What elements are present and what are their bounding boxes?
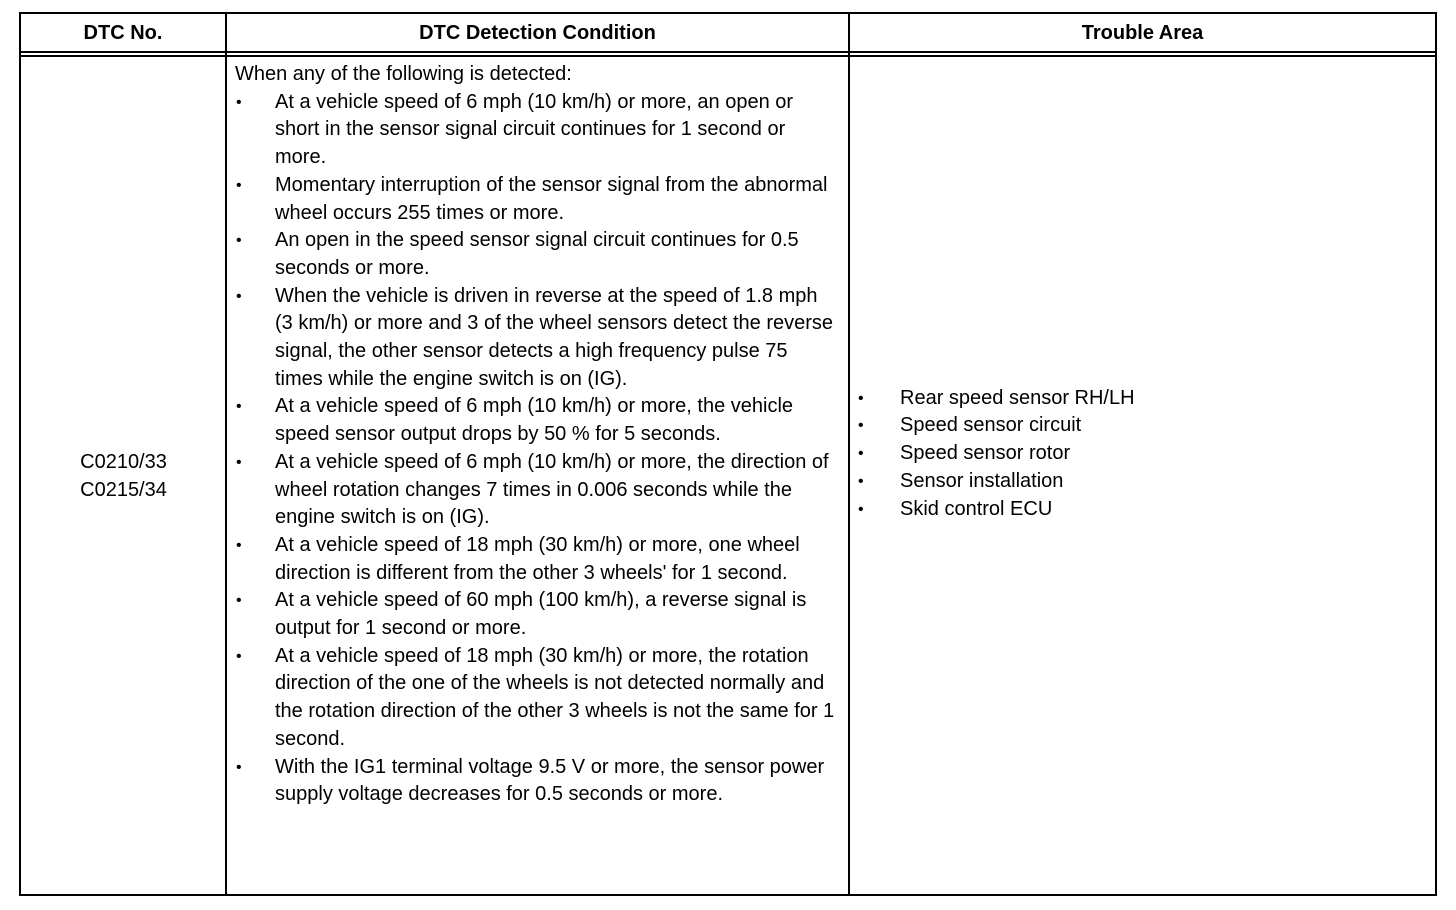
header-dtc-no: DTC No. — [83, 21, 163, 44]
dtc-table — [19, 12, 1437, 896]
bullet-icon: • — [858, 445, 864, 463]
bullet-icon: • — [858, 389, 864, 407]
trouble-area-text: Rear speed sensor RH/LH — [900, 386, 1135, 409]
bullet-icon: • — [236, 93, 242, 111]
trouble-area-item — [857, 468, 1135, 496]
condition-intro: When any of the following is detected: — [235, 63, 572, 85]
header-trouble-area: Trouble Area — [1081, 21, 1204, 44]
column-divider — [848, 14, 850, 894]
condition-item — [235, 393, 835, 448]
bullet-icon: • — [236, 647, 242, 665]
dtc-code: C0210/33 — [80, 451, 167, 473]
condition-text: At a vehicle speed of 6 mph (10 km/h) or more, an open or short in the sensor signal circuit continues for 1 second or more. — [275, 90, 794, 169]
condition-text: When the vehicle is driven in reverse at the speed of 1.8 mph (3 km/h) or more and 3 of the wheel sensors detect the reverse signal, the other sensor detects a high frequency pulse 75 times while the engine switch is on (IG). — [275, 284, 834, 390]
condition-text: At a vehicle speed of 6 mph (10 km/h) or more, the vehicle speed sensor output drops by 50 % for 5 seconds. — [275, 395, 794, 446]
condition-text: At a vehicle speed of 18 mph (30 km/h) or more, one wheel direction is different from the other 3 wheels' for 1 second. — [275, 533, 800, 584]
trouble-area-text: Speed sensor circuit — [900, 414, 1082, 437]
condition-text: At a vehicle speed of 6 mph (10 km/h) or more, the direction of wheel rotation changes 7 times in 0.006 seconds while the engine switch is on (IG). — [275, 450, 829, 529]
bullet-icon: • — [236, 536, 242, 554]
trouble-area-item — [857, 496, 1135, 524]
trouble-area-cell — [857, 14, 1417, 894]
condition-text: At a vehicle speed of 60 mph (100 km/h), a reverse signal is output for 1 second or more. — [275, 589, 807, 640]
detection-condition-cell — [235, 61, 835, 809]
bullet-icon: • — [236, 232, 242, 250]
dtc-code: C0215/34 — [80, 479, 167, 501]
trouble-area-item — [857, 385, 1135, 413]
condition-item — [235, 643, 835, 754]
condition-item — [235, 449, 835, 532]
trouble-area-text: Speed sensor rotor — [900, 442, 1071, 465]
header-detection-condition: DTC Detection Condition — [419, 21, 656, 44]
condition-text: With the IG1 terminal voltage 9.5 V or more, the sensor power supply voltage decreases for 0.5 seconds or more. — [275, 755, 825, 806]
bullet-icon: • — [236, 453, 242, 471]
bullet-icon: • — [236, 176, 242, 194]
bullet-icon: • — [858, 417, 864, 435]
trouble-area-item — [857, 412, 1135, 440]
trouble-area-list — [857, 385, 1135, 524]
bullet-icon: • — [858, 500, 864, 518]
bullet-icon: • — [858, 472, 864, 490]
dtc-codes-cell — [21, 58, 226, 894]
condition-item — [235, 587, 835, 642]
bullet-icon: • — [236, 398, 242, 416]
condition-item — [235, 754, 835, 809]
condition-item — [235, 283, 835, 394]
condition-text: At a vehicle speed of 18 mph (30 km/h) or more, the rotation direction of the one of the wheels is not detected normally and the rotation direction of the other 3 wheels is not the same for 1 second. — [275, 644, 835, 750]
condition-list — [235, 89, 835, 809]
bullet-icon: • — [236, 758, 242, 776]
condition-item — [235, 532, 835, 587]
condition-item — [235, 227, 835, 282]
trouble-area-item — [857, 440, 1135, 468]
bullet-icon: • — [236, 592, 242, 610]
trouble-area-text: Sensor installation — [900, 469, 1064, 492]
bullet-icon: • — [236, 287, 242, 305]
trouble-area-text: Skid control ECU — [900, 497, 1053, 520]
condition-item — [235, 172, 835, 227]
condition-text: Momentary interruption of the sensor signal from the abnormal wheel occurs 255 times or more. — [275, 173, 828, 224]
condition-item — [235, 89, 835, 172]
condition-text: An open in the speed sensor signal circuit continues for 0.5 seconds or more. — [275, 229, 799, 279]
